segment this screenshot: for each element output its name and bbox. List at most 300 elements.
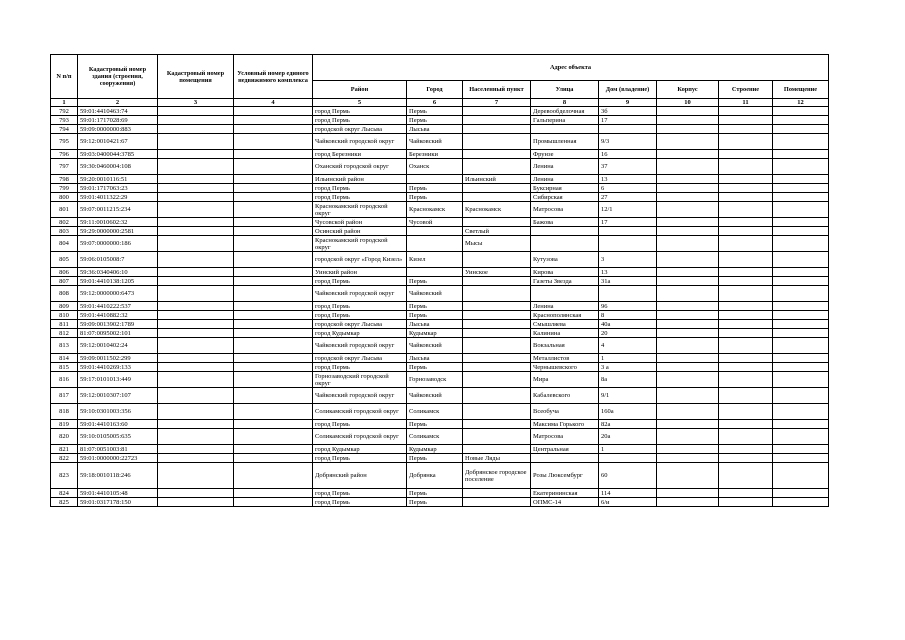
cell-cadastral-room <box>158 125 234 134</box>
cell-district: город Пермь <box>313 489 407 498</box>
col-header-cadastral-room: Кадастровый номер помещения <box>158 55 234 99</box>
cell-pomeshchenie <box>773 420 829 429</box>
cell-district: Осинский район <box>313 227 407 236</box>
cell-district: город Пермь <box>313 193 407 202</box>
cell-house: 9/3 <box>599 134 657 150</box>
document-page <box>50 54 878 507</box>
cell-conditional-number <box>234 134 313 150</box>
cell-stroenie <box>719 184 773 193</box>
cell-cadastral-building: 59:01:1717063:23 <box>78 184 158 193</box>
cell-street: Кабалевского <box>531 388 599 404</box>
cell-pomeshchenie <box>773 184 829 193</box>
cell-street <box>531 236 599 252</box>
col-header-conditional-number: Условный номер единого недвижимого комплекса <box>234 55 313 99</box>
cell-settlement <box>463 252 531 268</box>
cell-stroenie <box>719 498 773 507</box>
cell-stroenie <box>719 489 773 498</box>
cell-cadastral-building: 59:07:0000000:186 <box>78 236 158 252</box>
cell-cadastral-room <box>158 252 234 268</box>
cell-cadastral-building: 59:01:4410463:74 <box>78 107 158 116</box>
table-row <box>51 125 829 134</box>
col-header-npp: N п/п <box>51 55 78 99</box>
cell-stroenie <box>719 159 773 175</box>
cell-city: Пермь <box>407 311 463 320</box>
cell-korpus <box>657 286 719 302</box>
cell-settlement <box>463 107 531 116</box>
cell-street: Газеты Звезда <box>531 277 599 286</box>
cell-pomeshchenie <box>773 372 829 388</box>
cell-stroenie <box>719 420 773 429</box>
cell-korpus <box>657 107 719 116</box>
cell-cadastral-room <box>158 302 234 311</box>
cell-cadastral-building: 81:07:0051003:81 <box>78 445 158 454</box>
cell-cadastral-room <box>158 388 234 404</box>
cell-cadastral-building: 59:17:0101013:449 <box>78 372 158 388</box>
cell-conditional-number <box>234 404 313 420</box>
cell-district: город Пермь <box>313 277 407 286</box>
cell-conditional-number <box>234 107 313 116</box>
cell-city <box>407 268 463 277</box>
cell-cadastral-building: 59:01:4410222:537 <box>78 302 158 311</box>
table-row <box>51 302 829 311</box>
cell-cadastral-building: 59:18:0010118:246 <box>78 463 158 489</box>
cell-korpus <box>657 372 719 388</box>
cell-settlement <box>463 286 531 302</box>
cell-settlement: Ильинский <box>463 175 531 184</box>
cell-district: Ильинский район <box>313 175 407 184</box>
cell-npp: 802 <box>51 218 78 227</box>
cell-cadastral-building: 59:12:0000000:6473 <box>78 286 158 302</box>
cell-pomeshchenie <box>773 218 829 227</box>
cell-cadastral-room <box>158 227 234 236</box>
table-row <box>51 489 829 498</box>
cell-city: Горнозаводск <box>407 372 463 388</box>
cell-city: Лысьва <box>407 125 463 134</box>
cell-pomeshchenie <box>773 429 829 445</box>
cell-npp: 800 <box>51 193 78 202</box>
cell-house: 8а <box>599 372 657 388</box>
cell-conditional-number <box>234 236 313 252</box>
cell-house: 17 <box>599 218 657 227</box>
cell-district: Чайковский городской округ <box>313 134 407 150</box>
cell-stroenie <box>719 175 773 184</box>
cell-conditional-number <box>234 372 313 388</box>
cell-korpus <box>657 277 719 286</box>
cell-cadastral-room <box>158 116 234 125</box>
cell-cadastral-building: 59:01:0000000:22723 <box>78 454 158 463</box>
cell-korpus <box>657 429 719 445</box>
cell-cadastral-building: 59:12:0010307:107 <box>78 388 158 404</box>
cell-city: Пермь <box>407 498 463 507</box>
cell-district: Уинский район <box>313 268 407 277</box>
col-header-korpus: Корпус <box>657 81 719 99</box>
cell-city: Чайковский <box>407 338 463 354</box>
cell-district: Оханский городской округ <box>313 159 407 175</box>
cell-street: Центральная <box>531 445 599 454</box>
col-header-pomeshchenie: Помещение <box>773 81 829 99</box>
cell-district: Чайковский городской округ <box>313 286 407 302</box>
cell-pomeshchenie <box>773 329 829 338</box>
cell-house: 3 <box>599 252 657 268</box>
cell-stroenie <box>719 277 773 286</box>
cell-city: Соликамск <box>407 429 463 445</box>
cell-npp: 813 <box>51 338 78 354</box>
table-row <box>51 429 829 445</box>
cell-korpus <box>657 445 719 454</box>
cell-pomeshchenie <box>773 277 829 286</box>
cell-street: Краснополянская <box>531 311 599 320</box>
cell-stroenie <box>719 218 773 227</box>
cell-street: Всеобуча <box>531 404 599 420</box>
cell-korpus <box>657 218 719 227</box>
cell-korpus <box>657 404 719 420</box>
cell-korpus <box>657 236 719 252</box>
table-row <box>51 184 829 193</box>
cell-npp: 820 <box>51 429 78 445</box>
cell-korpus <box>657 184 719 193</box>
cell-cadastral-building: 59:36:0340406:10 <box>78 268 158 277</box>
col-header-house: Дом (владение) <box>599 81 657 99</box>
cell-pomeshchenie <box>773 354 829 363</box>
cell-settlement <box>463 429 531 445</box>
cell-settlement: Светлый <box>463 227 531 236</box>
cell-house: 6/и <box>599 498 657 507</box>
table-row <box>51 268 829 277</box>
cell-district: Краснокамский городской округ <box>313 202 407 218</box>
cell-district: городской округ Лысьва <box>313 354 407 363</box>
cell-house: 1 <box>599 354 657 363</box>
cell-conditional-number <box>234 150 313 159</box>
cell-house <box>599 236 657 252</box>
cell-npp: 792 <box>51 107 78 116</box>
cell-cadastral-building: 59:10:0105005:635 <box>78 429 158 445</box>
cell-conditional-number <box>234 320 313 329</box>
cell-settlement <box>463 277 531 286</box>
cell-korpus <box>657 175 719 184</box>
cell-npp: 807 <box>51 277 78 286</box>
cell-korpus <box>657 329 719 338</box>
cell-stroenie <box>719 125 773 134</box>
cell-street: Ленина <box>531 175 599 184</box>
cell-korpus <box>657 338 719 354</box>
cell-house: 27 <box>599 193 657 202</box>
cell-street: Бажова <box>531 218 599 227</box>
col-header-city: Город <box>407 81 463 99</box>
cell-house <box>599 125 657 134</box>
cell-npp: 819 <box>51 420 78 429</box>
table-row <box>51 277 829 286</box>
cell-cadastral-building: 59:09:0013902:1789 <box>78 320 158 329</box>
cell-settlement <box>463 489 531 498</box>
col-header-cadastral-building: Кадастровый номер здания (строения, сооружения) <box>78 55 158 99</box>
cell-conditional-number <box>234 252 313 268</box>
cell-conditional-number <box>234 363 313 372</box>
cell-street: Смышляева <box>531 320 599 329</box>
table-row <box>51 445 829 454</box>
cell-cadastral-building: 59:01:1717028:69 <box>78 116 158 125</box>
table-row <box>51 116 829 125</box>
table-row <box>51 218 829 227</box>
cell-stroenie <box>719 268 773 277</box>
cell-city: Пермь <box>407 116 463 125</box>
table-row <box>51 363 829 372</box>
cell-street: Ленина <box>531 302 599 311</box>
cell-pomeshchenie <box>773 363 829 372</box>
cell-pomeshchenie <box>773 159 829 175</box>
cell-conditional-number <box>234 429 313 445</box>
cell-stroenie <box>719 302 773 311</box>
cell-district: город Пермь <box>313 107 407 116</box>
cell-npp: 810 <box>51 311 78 320</box>
cell-district: город Кудымкар <box>313 329 407 338</box>
cell-cadastral-room <box>158 420 234 429</box>
cell-street: Промышленная <box>531 134 599 150</box>
cell-korpus <box>657 125 719 134</box>
cell-cadastral-room <box>158 311 234 320</box>
table-row <box>51 311 829 320</box>
cell-conditional-number <box>234 159 313 175</box>
cell-cadastral-room <box>158 218 234 227</box>
header-row-top <box>51 55 829 81</box>
cell-cadastral-building: 81:07:0095002:101 <box>78 329 158 338</box>
cell-conditional-number <box>234 302 313 311</box>
cell-cadastral-room <box>158 320 234 329</box>
cell-settlement <box>463 329 531 338</box>
column-number: 10 <box>657 99 719 107</box>
cell-conditional-number <box>234 445 313 454</box>
cell-district: город Пермь <box>313 184 407 193</box>
col-header-settlement: Населенный пункт <box>463 81 531 99</box>
cell-cadastral-room <box>158 107 234 116</box>
cell-npp: 822 <box>51 454 78 463</box>
cell-city: Добрянка <box>407 463 463 489</box>
cell-house: 20а <box>599 429 657 445</box>
cell-city: Пермь <box>407 363 463 372</box>
cell-pomeshchenie <box>773 227 829 236</box>
cell-conditional-number <box>234 498 313 507</box>
cell-settlement: Новые Ляды <box>463 454 531 463</box>
cell-npp: 818 <box>51 404 78 420</box>
cell-cadastral-building: 59:10:0301003:356 <box>78 404 158 420</box>
cell-street: ОПМС-14 <box>531 498 599 507</box>
cell-conditional-number <box>234 489 313 498</box>
cell-street: Буксирная <box>531 184 599 193</box>
cell-street <box>531 286 599 302</box>
cell-house: 4 <box>599 338 657 354</box>
cell-korpus <box>657 388 719 404</box>
cell-street <box>531 454 599 463</box>
cell-city: Пермь <box>407 184 463 193</box>
column-number: 7 <box>463 99 531 107</box>
cell-house: 12/1 <box>599 202 657 218</box>
cell-korpus <box>657 116 719 125</box>
cell-stroenie <box>719 252 773 268</box>
cell-cadastral-room <box>158 338 234 354</box>
cell-settlement <box>463 388 531 404</box>
table-row <box>51 454 829 463</box>
cell-stroenie <box>719 372 773 388</box>
cell-pomeshchenie <box>773 268 829 277</box>
cell-cadastral-room <box>158 445 234 454</box>
cell-conditional-number <box>234 193 313 202</box>
cell-npp: 805 <box>51 252 78 268</box>
table-row <box>51 463 829 489</box>
table-row <box>51 107 829 116</box>
column-number: 12 <box>773 99 829 107</box>
cell-house <box>599 454 657 463</box>
cell-cadastral-building: 59:09:0000000:883 <box>78 125 158 134</box>
table-row <box>51 420 829 429</box>
cell-stroenie <box>719 286 773 302</box>
cell-conditional-number <box>234 268 313 277</box>
cell-cadastral-room <box>158 277 234 286</box>
cell-street: Фрунзе <box>531 150 599 159</box>
cell-pomeshchenie <box>773 116 829 125</box>
cell-settlement <box>463 116 531 125</box>
cell-cadastral-building: 59:01:4410882:32 <box>78 311 158 320</box>
cell-district: городской округ Лысьва <box>313 125 407 134</box>
column-number: 4 <box>234 99 313 107</box>
cell-district: Соликамский городской округ <box>313 404 407 420</box>
cell-city: Пермь <box>407 302 463 311</box>
cell-korpus <box>657 320 719 329</box>
cell-city: Чайковский <box>407 388 463 404</box>
cell-street: Ленина <box>531 159 599 175</box>
cell-korpus <box>657 227 719 236</box>
cell-pomeshchenie <box>773 252 829 268</box>
cell-conditional-number <box>234 277 313 286</box>
cell-cadastral-building: 59:12:0010421:67 <box>78 134 158 150</box>
cell-korpus <box>657 268 719 277</box>
cell-district: город Пермь <box>313 498 407 507</box>
table-row <box>51 320 829 329</box>
cell-korpus <box>657 252 719 268</box>
cell-settlement: Краснокамск <box>463 202 531 218</box>
cell-npp: 803 <box>51 227 78 236</box>
cell-district: Чайковский городской округ <box>313 388 407 404</box>
cell-npp: 825 <box>51 498 78 507</box>
cell-cadastral-room <box>158 193 234 202</box>
cell-npp: 808 <box>51 286 78 302</box>
table-row <box>51 354 829 363</box>
cell-cadastral-room <box>158 429 234 445</box>
col-header-stroenie: Строение <box>719 81 773 99</box>
cell-cadastral-room <box>158 175 234 184</box>
cell-cadastral-room <box>158 363 234 372</box>
column-number: 11 <box>719 99 773 107</box>
cell-conditional-number <box>234 125 313 134</box>
cell-npp: 796 <box>51 150 78 159</box>
cell-pomeshchenie <box>773 311 829 320</box>
cell-stroenie <box>719 404 773 420</box>
table-row <box>51 498 829 507</box>
cell-conditional-number <box>234 175 313 184</box>
cell-npp: 797 <box>51 159 78 175</box>
cell-district: Чусовской район <box>313 218 407 227</box>
cell-district: город Пермь <box>313 116 407 125</box>
table-row <box>51 329 829 338</box>
column-number: 2 <box>78 99 158 107</box>
cell-district: город Пермь <box>313 363 407 372</box>
cell-npp: 793 <box>51 116 78 125</box>
cell-conditional-number <box>234 463 313 489</box>
cell-house: 9/1 <box>599 388 657 404</box>
column-number: 5 <box>313 99 407 107</box>
cell-house: 17 <box>599 116 657 125</box>
cell-district: Горнозаводский городской округ <box>313 372 407 388</box>
cell-settlement: Мысы <box>463 236 531 252</box>
cell-stroenie <box>719 134 773 150</box>
cell-conditional-number <box>234 311 313 320</box>
cell-stroenie <box>719 236 773 252</box>
cell-cadastral-room <box>158 372 234 388</box>
cell-cadastral-room <box>158 159 234 175</box>
cell-district: город Пермь <box>313 302 407 311</box>
cell-district: городской округ «Город Кизел» <box>313 252 407 268</box>
cell-city: Чусовой <box>407 218 463 227</box>
cell-house: 16 <box>599 150 657 159</box>
cell-settlement <box>463 363 531 372</box>
cell-npp: 824 <box>51 489 78 498</box>
cell-stroenie <box>719 116 773 125</box>
cell-house: 20 <box>599 329 657 338</box>
cell-stroenie <box>719 320 773 329</box>
cell-settlement <box>463 159 531 175</box>
cell-settlement <box>463 184 531 193</box>
cell-pomeshchenie <box>773 107 829 116</box>
cell-korpus <box>657 150 719 159</box>
cell-house <box>599 286 657 302</box>
cell-npp: 795 <box>51 134 78 150</box>
cell-cadastral-room <box>158 498 234 507</box>
cell-korpus <box>657 302 719 311</box>
cell-cadastral-building: 59:11:0010602:32 <box>78 218 158 227</box>
cell-city: Пермь <box>407 277 463 286</box>
cell-npp: 817 <box>51 388 78 404</box>
cell-district: город Пермь <box>313 311 407 320</box>
cell-korpus <box>657 454 719 463</box>
cell-settlement <box>463 134 531 150</box>
table-row <box>51 150 829 159</box>
address-register-table <box>50 54 829 507</box>
cell-cadastral-building: 59:01:4410163:60 <box>78 420 158 429</box>
cell-stroenie <box>719 454 773 463</box>
table-row <box>51 202 829 218</box>
cell-pomeshchenie <box>773 175 829 184</box>
cell-pomeshchenie <box>773 286 829 302</box>
cell-city <box>407 175 463 184</box>
cell-city: Краснокамск <box>407 202 463 218</box>
cell-street: Мира <box>531 372 599 388</box>
cell-settlement <box>463 302 531 311</box>
cell-pomeshchenie <box>773 202 829 218</box>
column-number: 3 <box>158 99 234 107</box>
cell-street: Розы Люксембург <box>531 463 599 489</box>
cell-district: городской округ Лысьва <box>313 320 407 329</box>
cell-street <box>531 227 599 236</box>
cell-settlement <box>463 354 531 363</box>
cell-settlement <box>463 320 531 329</box>
cell-pomeshchenie <box>773 150 829 159</box>
cell-stroenie <box>719 311 773 320</box>
cell-city <box>407 236 463 252</box>
cell-cadastral-room <box>158 404 234 420</box>
cell-pomeshchenie <box>773 463 829 489</box>
cell-korpus <box>657 134 719 150</box>
cell-pomeshchenie <box>773 489 829 498</box>
cell-house: 31а <box>599 277 657 286</box>
cell-cadastral-room <box>158 454 234 463</box>
